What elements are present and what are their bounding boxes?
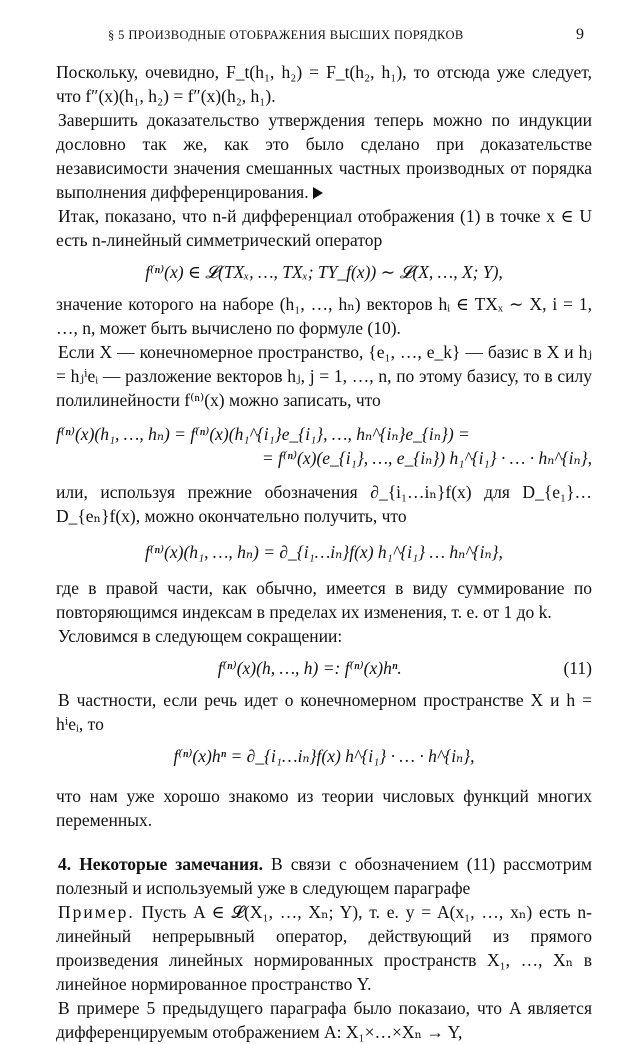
formula-expansion-line-2: = f⁽ⁿ⁾(x)(e_{i₁}, …, e_{iₙ}) h₁^{i₁} · … · hₙ^{iₙ}, — [261, 448, 592, 468]
paragraph-3: Итак, показано, что n-й дифференциал отображения (1) в точке x ∈ U есть n-линейный симметрический оператор — [56, 206, 592, 250]
paragraph-8: Условимся в следующем сокращении: — [58, 626, 343, 646]
paragraph-5: Если X — конечномерное пространство, {e₁, …, e_k} — базис в X и hⱼ = hⱼⁱeᵢ — разложение векторов hⱼ, j = 1, …, n, по этому базису, то в силу полилинейности f⁽ⁿ⁾(x) можно записать, что — [56, 342, 592, 410]
formula-finite-dimensional: f⁽ⁿ⁾(x)hⁿ = ∂_{i₁…iₙ}f(x) h^{i₁} · … · h^{iₙ}, — [173, 746, 475, 766]
page-number: 9 — [576, 26, 584, 43]
paragraph-7: где в правой части, как обычно, имеется в виду суммирование по повторяющимся индексам в пределах их изменения, т. е. от 1 до k. — [56, 578, 592, 622]
example-text: Пусть A ∈ 𝓛(X₁, …, Xₙ; Y), т. е. y = A(x₁, …, xₙ) есть n-линейный непрерывный оператор, действующий из прямого произведения линейных нормированных пространств X₁, …, Xₙ в линейное нормированное пространство Y. — [56, 902, 593, 994]
end-of-proof-icon — [313, 187, 323, 199]
formula-n-th-differential: f⁽ⁿ⁾(x) ∈ 𝓛(TXₓ, …, TXₓ; TY_f(x)) ∼ 𝓛(X, …, X; Y), — [145, 262, 503, 282]
section-4-paragraph — [56, 852, 592, 900]
formula-11-row — [56, 656, 592, 680]
body-text — [56, 60, 592, 1044]
paragraph-2-text: Завершить доказательство утверждения теперь можно по индукции дословно так же, как это было сделано при доказательстве независимости значения смешанных частных производных от порядка выполнения дифференцирования. — [56, 110, 592, 202]
running-head: § 5 ПРОИЗВОДНЫЕ ОТОБРАЖЕНИЯ ВЫСШИХ ПОРЯДКОВ — [108, 28, 464, 42]
formula-11: f⁽ⁿ⁾(x)(h, …, h) =: f⁽ⁿ⁾(x)hⁿ. — [217, 658, 402, 678]
section-4-text: В связи с обозначением (11) рассмотрим полезный и используемый уже в следующем параграфе — [56, 854, 592, 898]
paragraph-4: значение которого на наборе (h₁, …, hₙ) векторов hᵢ ∈ TXₓ ∼ X, i = 1, …, n, может быть вычислено по формуле (10). — [56, 294, 592, 338]
paragraph-10: что нам уже хорошо знакомо из теории числовых функций многих переменных. — [56, 786, 592, 830]
formula-expansion-line-1: f⁽ⁿ⁾(x)(h₁, …, hₙ) = f⁽ⁿ⁾(x)(h₁^{i₁}e_{i₁}, …, hₙ^{iₙ}e_{iₙ}) = — [56, 424, 470, 444]
example-paragraph — [56, 900, 592, 996]
example-label: Пример. — [58, 902, 135, 922]
section-title: 4. Некоторые замечания. — [58, 854, 263, 874]
formula-partial-derivatives: f⁽ⁿ⁾(x)(h₁, …, hₙ) = ∂_{i₁…iₙ}f(x) h₁^{i₁} … hₙ^{iₙ}, — [145, 542, 503, 562]
paragraph-6: или, используя прежние обозначения ∂_{i₁…iₙ}f(x) для D_{e₁}…D_{eₙ}f(x), можно окончательно получить, что — [56, 482, 592, 526]
paragraph-13: В примере 5 предыдущего параграфа было показаио, что A является дифференцируемым отображением A: X₁×…×Xₙ → Y, — [56, 998, 592, 1042]
equation-number-11: (11) — [563, 658, 592, 678]
paragraph-9: В частности, если речь идет о конечномерном пространстве X и h = hⁱeᵢ, то — [56, 690, 592, 734]
paragraph-1: Поскольку, очевидно, F_t(h₁, h₂) = F_t(h₂, h₁), то отсюда уже следует, что f″(x)(h₁, h₂) = f″(x)(h₂, h₁). — [56, 62, 592, 106]
paragraph-2 — [56, 108, 592, 204]
